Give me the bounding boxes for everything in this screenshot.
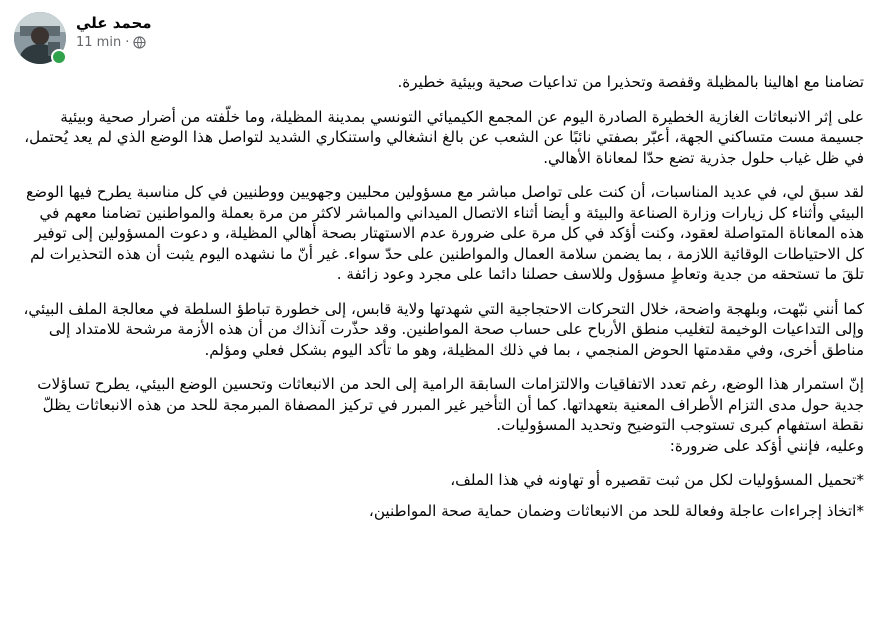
post-text [18,72,864,531]
post-paragraph: على إثر الانبعاثات الغازية الخطيرة الصادرة اليوم عن المجمع الكيميائي التونسي بمدينة المظيلة، وما خلّفته من أضرار صحية وبيئية جسيمة مست متساكني الجهة، أعبّر بصفتي نائبًا عن الشعب عن بالغ انشغالي واستنكاري الشديد لتواصل هذا الوضع الذي لم يعد يُحتمل، في ظل غياب حلول جذرية تضع حدّا لمعاناة الأهالي. [24,107,864,167]
post-paragraph: لقد سبق لي، في عديد المناسبات، أن كنت على تواصل مباشر مع مسؤولين محليين وجهويين ووطنيين في كل مناسبة يطرح فيها الوضع البيئي وأثناء كل زيارات وزارة الصناعة والبيئة و أيضا أثناء الاتصال الميداني والمباشر لاكثر من مرة بعملة والمواطنين تضامنا معهم في هذه المعاناة المتواصلة لعقود، وكنت أؤكد في كل مرة على ضرورة عدم الاستهتار بصحة أهالي المظيلة، و دعوت المسؤولين إلى توفير كل الاحتياطات الوقائية اللازمة ، بما يضمن سلامة العمال والمواطنين على حدّ سواء. غير أنّ ما نشهده اليوم يثبت أن هذه التحذيرات لم تلقَ ما تستحقه من جدية وتعاطٍ مسؤول وللاسف حصلنا دائما على مجرد وعود زائفة . [26,183,864,283]
post-paragraph: وعليه، فإنني أؤكد على ضرورة: [669,436,864,455]
online-status-indicator [51,49,67,65]
author-name[interactable]: محمد علي [76,14,152,32]
globe-icon[interactable] [133,36,146,49]
post-timestamp[interactable]: 11 min [76,35,122,50]
post-paragraph: كما أنني نبّهت، وبلهجة واضحة، خلال التحركات الاحتجاجية التي شهدتها ولاية قابس، إلى خطورة تباطؤ السلطة في معالجة الملف البيئي، وإلى التداعيات الوخيمة لتغليب منطق الأرباح على حساب صحة المواطنين. وقد حذّرت آنذاك من أن هذه الأزمة مرشحة للامتداد إلى مناطق أخرى، وفي مقدمتها الحوض المنجمي ، بما في ذلك المظيلة، وهو ما تأكد اليوم بشكل فعلي ومؤلم. [23,299,864,359]
post-paragraph: إنّ استمرار هذا الوضع، رغم تعدد الاتفاقيات والالتزامات السابقة الرامية إلى الحد من الانبعاثات وتحسين الوضع البيئي، يطرح تساؤلات جدية حول مدى التزام الأطراف المعنية بتعهداتها. كما أن التأخير غير المبرر في تركيز المصفاة المبرمجة للحد من هذه الانبعاثات يظلّ نقطة استفهام كبرى تستوجب التوضيح وتحديد المسؤوليات. [37,375,864,434]
meta-separator: · [125,35,130,50]
author-block [76,14,152,50]
post-header [14,8,868,60]
author-avatar[interactable] [14,12,66,64]
post-paragraph: تضامنا مع اهالينا بالمظيلة وقفصة وتحذيرا من تداعيات صحية وبيئية خطيرة. [397,73,864,91]
post-meta [76,35,152,50]
post-list-item: *تحميل المسؤوليات لكل من ثبت تقصيره أو تهاونه في هذا الملف، [450,471,864,489]
post-list-item: *اتخاذ إجراءات عاجلة وفعالة للحد من الانبعاثات وضمان حماية صحة المواطنين، [368,501,864,520]
